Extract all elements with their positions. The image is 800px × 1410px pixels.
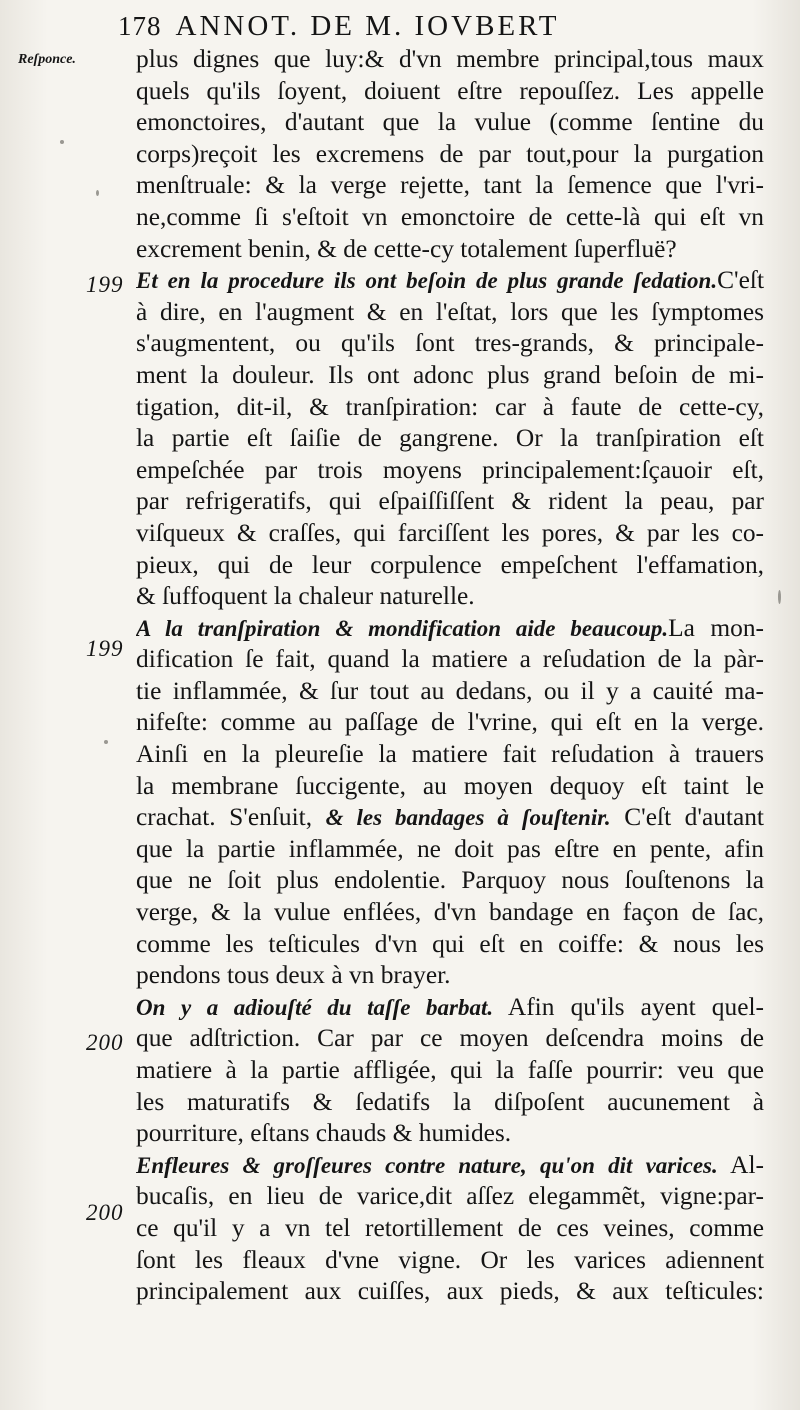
side-note: Reſponce.: [18, 52, 76, 67]
text-line: la membrane ſuccigente, au moyen dequoy eſt taint le: [136, 771, 764, 800]
text-line: pieux, qui de leur corpulence empeſchent l'effamation,: [136, 550, 764, 579]
text-line: menſtruale: & la verge rejette, tant la ſemence que l'vri-: [136, 171, 764, 200]
lemma: & les bandages à ſouſtenir.: [325, 805, 611, 831]
running-title: ANNOT. DE M. IOVBERT: [175, 10, 560, 42]
lemma: On y a adiouſté du taſſe barbat.: [136, 994, 494, 1020]
paper-speck: [60, 140, 64, 144]
text-line: Ainſi en la pleureſie la matiere fait reſudation à trauers: [136, 740, 764, 769]
paper-speck: [96, 190, 99, 196]
text-line: à dire, en l'augment & en l'eſtat, lors que les ſymptomes: [136, 297, 764, 326]
paper-speck: [778, 590, 781, 604]
margin-number: 200: [86, 1200, 124, 1225]
text-line: s'augmentent, ou qu'ils ſont tres-grands, & principale-: [136, 329, 764, 358]
text-line: & ſuffoquent la chaleur naturelle.: [136, 582, 475, 611]
text-line: quels qu'ils ſoyent, doiuent eſtre repouſſez. Les appelle: [136, 76, 764, 105]
page-number: 178: [118, 11, 162, 41]
text-line: plus dignes que luy:& d'vn membre principal,tous maux: [136, 45, 764, 73]
text-line: verge, & la vulue enflées, d'vn bandage en façon de ſac,: [136, 898, 764, 927]
text-line: la partie eſt ſaiſie de gangrene. Or la tranſpiration eſt: [136, 424, 764, 453]
text-line: pourriture, eſtans chauds & humides.: [136, 1119, 512, 1148]
text-line: ne,comme ſi s'eſtoit vn emonctoire de cette-là qui eſt vn: [136, 202, 764, 231]
text-line: matiere à la partie affligée, qui la faſſe pourrir: veu que: [136, 1056, 764, 1084]
text-line: Et en la procedure ils ont beſoin de plus grande ſedation.C'eſt: [136, 266, 764, 295]
margin-number: 199: [86, 636, 124, 661]
text-line: ſont les fleaux d'vne vigne. Or les varices adiennent: [136, 1245, 764, 1274]
text-line: tigation, dit-il, & tranſpiration: car à faute de cette-cy,: [136, 392, 764, 421]
text-line: que ne ſoit plus endolentie. Parquoy nous ſouſtenons la: [136, 866, 764, 895]
text-line: crachat. S'enſuit, & les bandages à ſouſtenir. C'eſt d'autant: [136, 803, 764, 832]
text-line: les maturatifs & ſedatifs la diſpoſent aucunement à: [136, 1087, 764, 1116]
margin-number: 200: [86, 1030, 124, 1055]
text-line: empeſchée par trois moyens principalement:ſçauoir eſt,: [136, 455, 764, 484]
text-line: On y a adiouſté du taſſe barbat. Afin qu'ils ayent quel-: [136, 992, 764, 1021]
lemma: Et en la procedure ils ont beſoin de plus grande ſedation.: [136, 268, 718, 294]
running-head: [118, 2, 758, 46]
text-line: Enfleures & groſſeures contre nature, qu'on dit varices. Al-: [136, 1150, 764, 1179]
text-line: par refrigeratifs, qui eſpaiſſiſſent & rident la peau, par: [136, 487, 764, 516]
margin-number: 199: [86, 272, 124, 297]
text-line: viſqueux & craſſes, qui farciſſent les pores, & par les co-: [136, 518, 764, 547]
text-line: A la tranſpiration & mondification aide beaucoup.La mon-: [136, 613, 764, 642]
text-line: ment la douleur. Ils ont adonc plus grand beſoin de mi-: [136, 360, 764, 389]
text-line: dification ſe fait, quand la matiere a reſudation de la pàr-: [136, 645, 764, 674]
text-line: excrement benin, & de cette-cy totalement ſuperfluë?: [136, 234, 677, 263]
text-line: emonctoires, d'autant que la vulue (comme ſentine du: [136, 108, 764, 137]
text-line: comme les teſticules d'vn qui eſt en coiffe: & nous les: [136, 929, 764, 958]
text-line: que adſtriction. Car par ce moyen deſcendra moins de: [136, 1024, 764, 1053]
paper-speck: [104, 740, 108, 744]
text-line: que la partie inflammée, ne doit pas eſtre en pente, afin: [136, 834, 764, 863]
lemma: A la tranſpiration & mondification aide beaucoup.: [136, 615, 669, 641]
text-line: pendons tous deux à vn brayer.: [136, 961, 451, 990]
text-line: principalement aux cuiſſes, aux pieds, & aux teſticules:: [136, 1277, 764, 1306]
text-line: tie inflammée, & ſur tout au dedans, ou il y a cauité ma-: [136, 676, 764, 705]
text-line: bucaſis, en lieu de varice,dit aſſez elegammẽt, vigne:par-: [136, 1182, 764, 1211]
text-line: ce qu'il y a vn tel retortillement de ces veines, comme: [136, 1213, 764, 1242]
text-line: corps)reçoit les excremens de par tout,pour la purgation: [136, 139, 764, 168]
lemma: Enfleures & groſſeures contre nature, qu'on dit varices.: [136, 1152, 718, 1178]
body-text: [136, 44, 764, 1308]
text-line: nifeſte: comme au paſſage de l'vrine, qui eſt en la verge.: [136, 708, 764, 737]
